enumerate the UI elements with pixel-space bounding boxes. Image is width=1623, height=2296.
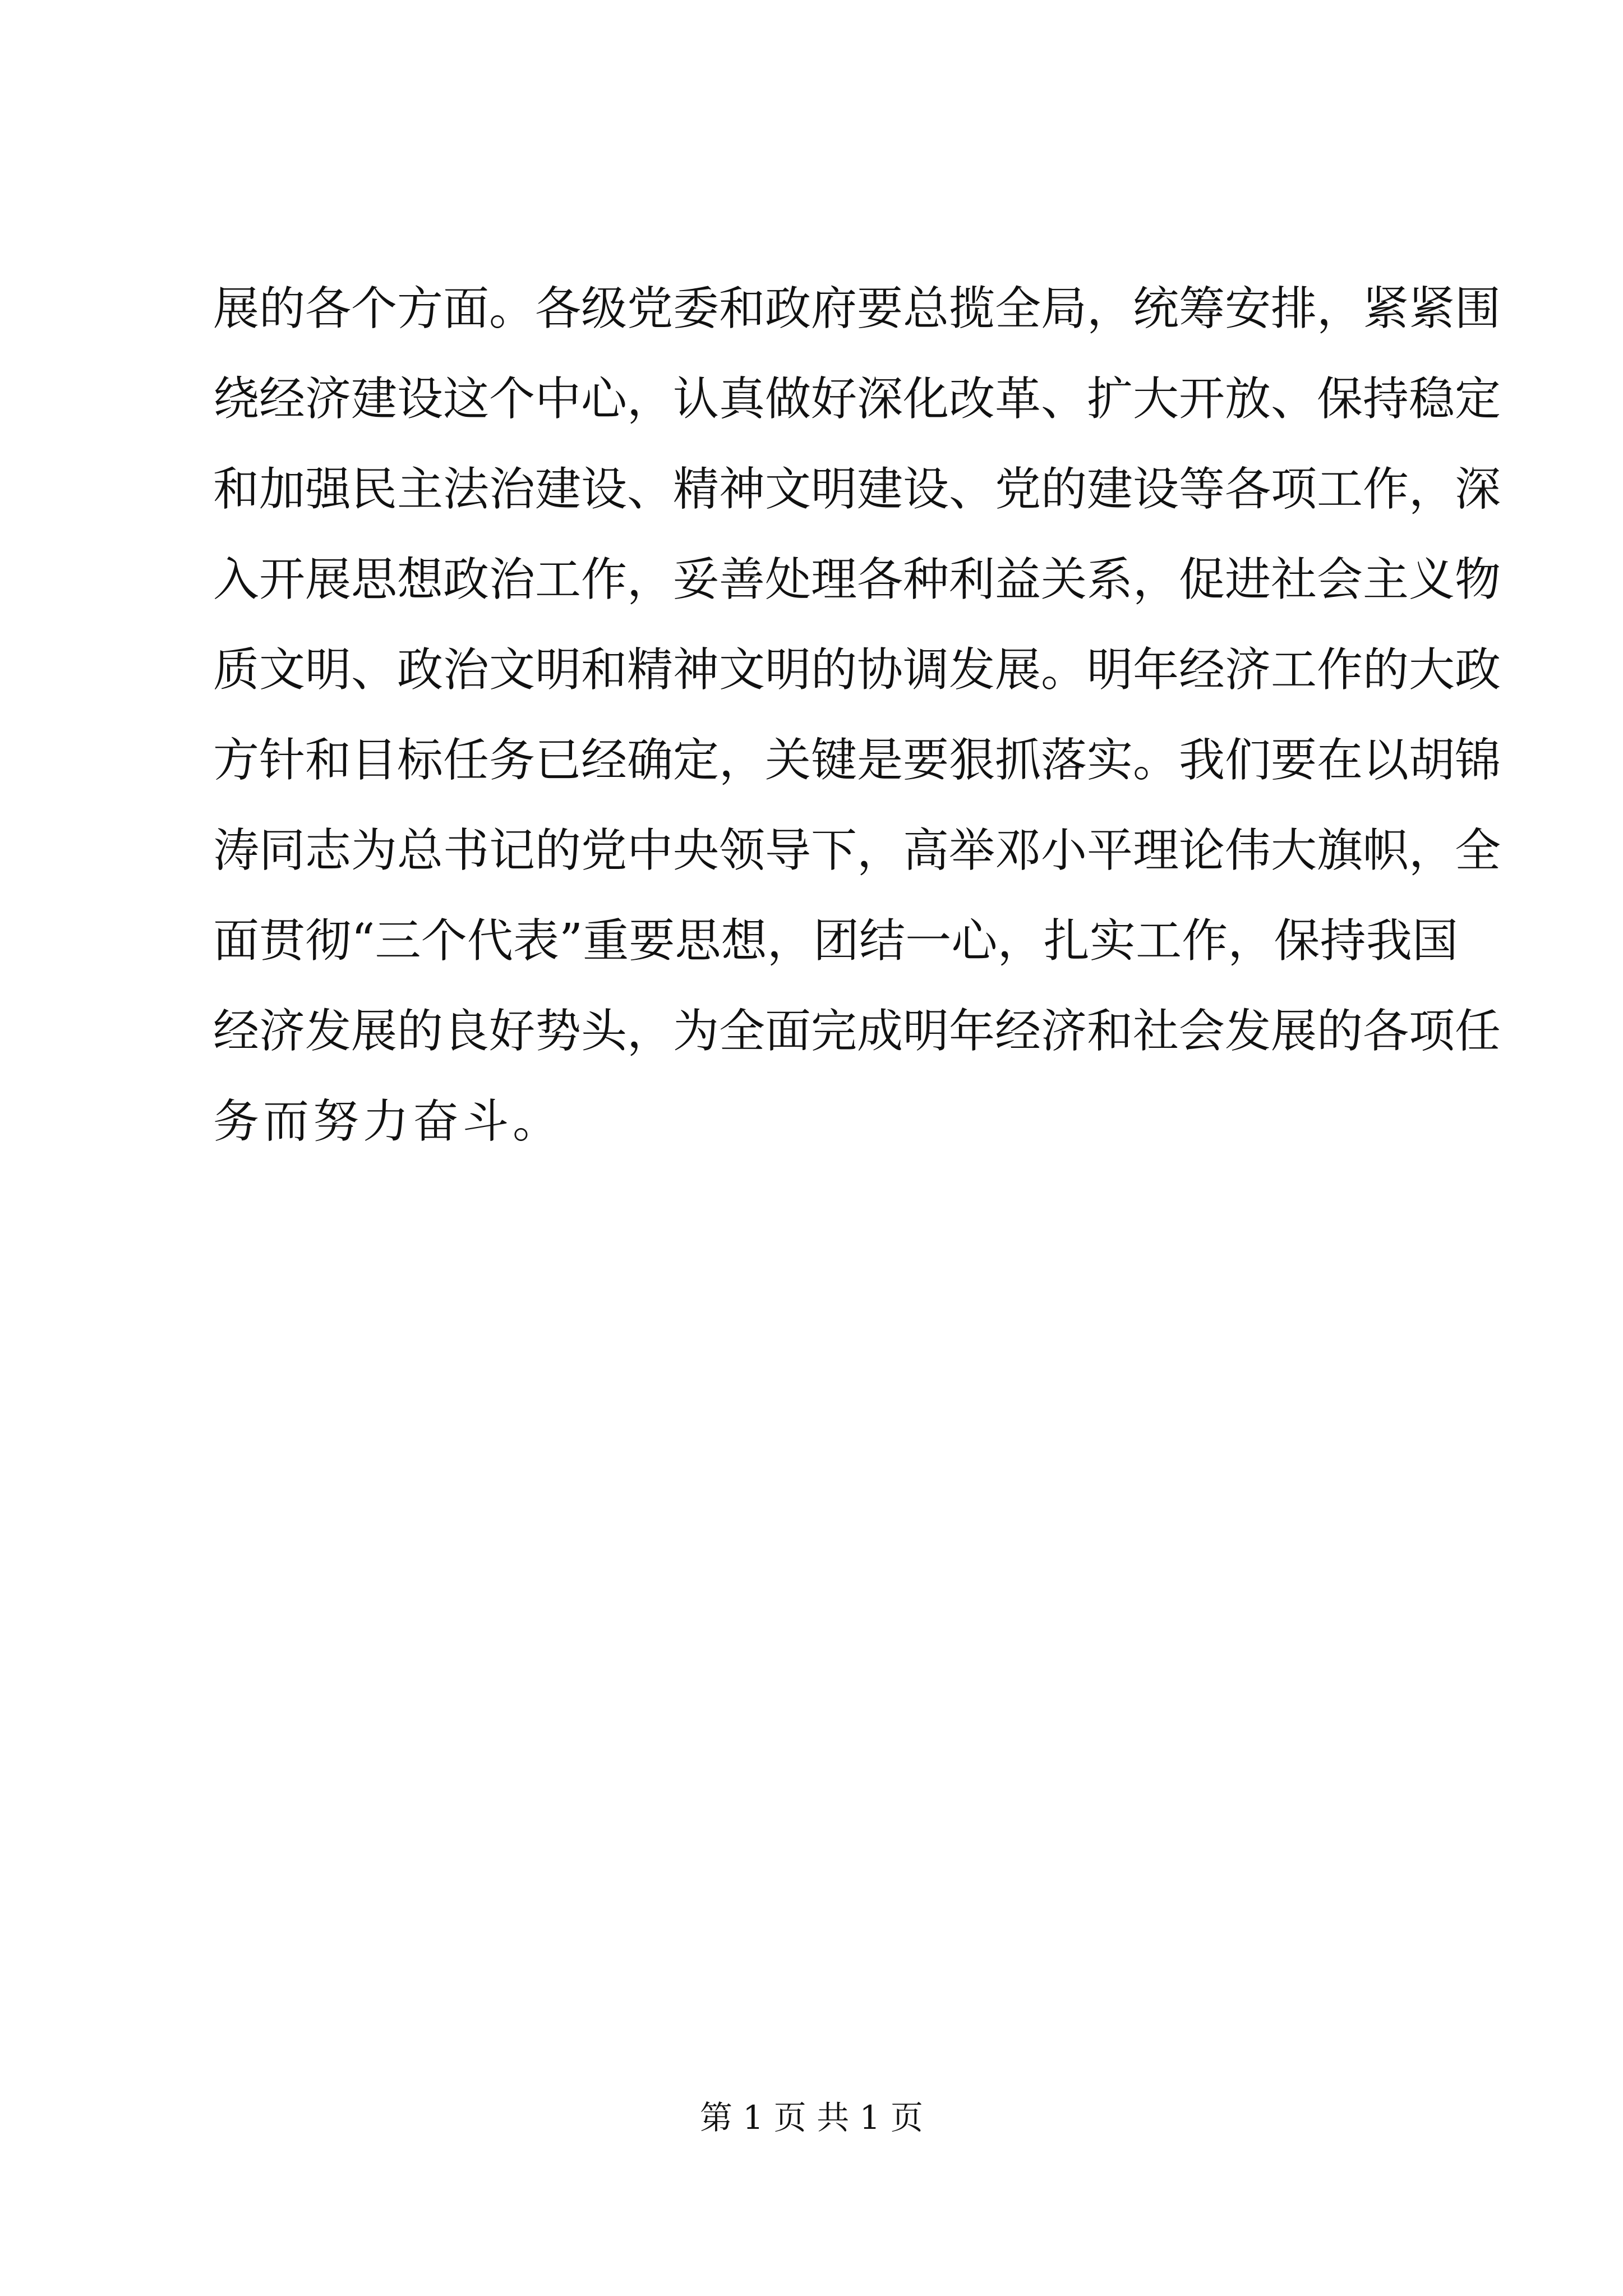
paragraph-line: 方针和目标任务已经确定，关键是要狠抓落实。我们要在以胡锦 bbox=[213, 734, 1501, 787]
page-number-footer: 第 1 页 共 1 页 bbox=[700, 2099, 923, 2137]
paragraph-line: 面贯彻“三个代表”重要思想，团结一心，扎实工作，保持我国 bbox=[213, 914, 1458, 968]
paragraph-line: 和加强民主法治建设、精神文明建设、党的建设等各项工作，深 bbox=[213, 463, 1501, 516]
paragraph-line: 入开展思想政治工作，妥善处理各种利益关系，促进社会主义物 bbox=[213, 553, 1501, 606]
paragraph-line: 绕经济建设这个中心，认真做好深化改革、扩大开放、保持稳定 bbox=[213, 372, 1501, 426]
paragraph-line: 经济发展的良好势头，为全面完成明年经济和社会发展的各项任 bbox=[213, 1005, 1501, 1058]
body-paragraph bbox=[213, 264, 1501, 1167]
paragraph-line: 展的各个方面。各级党委和政府要总揽全局，统筹安排，紧紧围 bbox=[213, 282, 1501, 335]
paragraph-line: 涛同志为总书记的党中央领导下，高举邓小平理论伟大旗帜，全 bbox=[213, 824, 1501, 877]
paragraph-line: 质文明、政治文明和精神文明的协调发展。明年经济工作的大政 bbox=[213, 643, 1501, 697]
paragraph-line: 务而努力奋斗。 bbox=[213, 1095, 563, 1148]
